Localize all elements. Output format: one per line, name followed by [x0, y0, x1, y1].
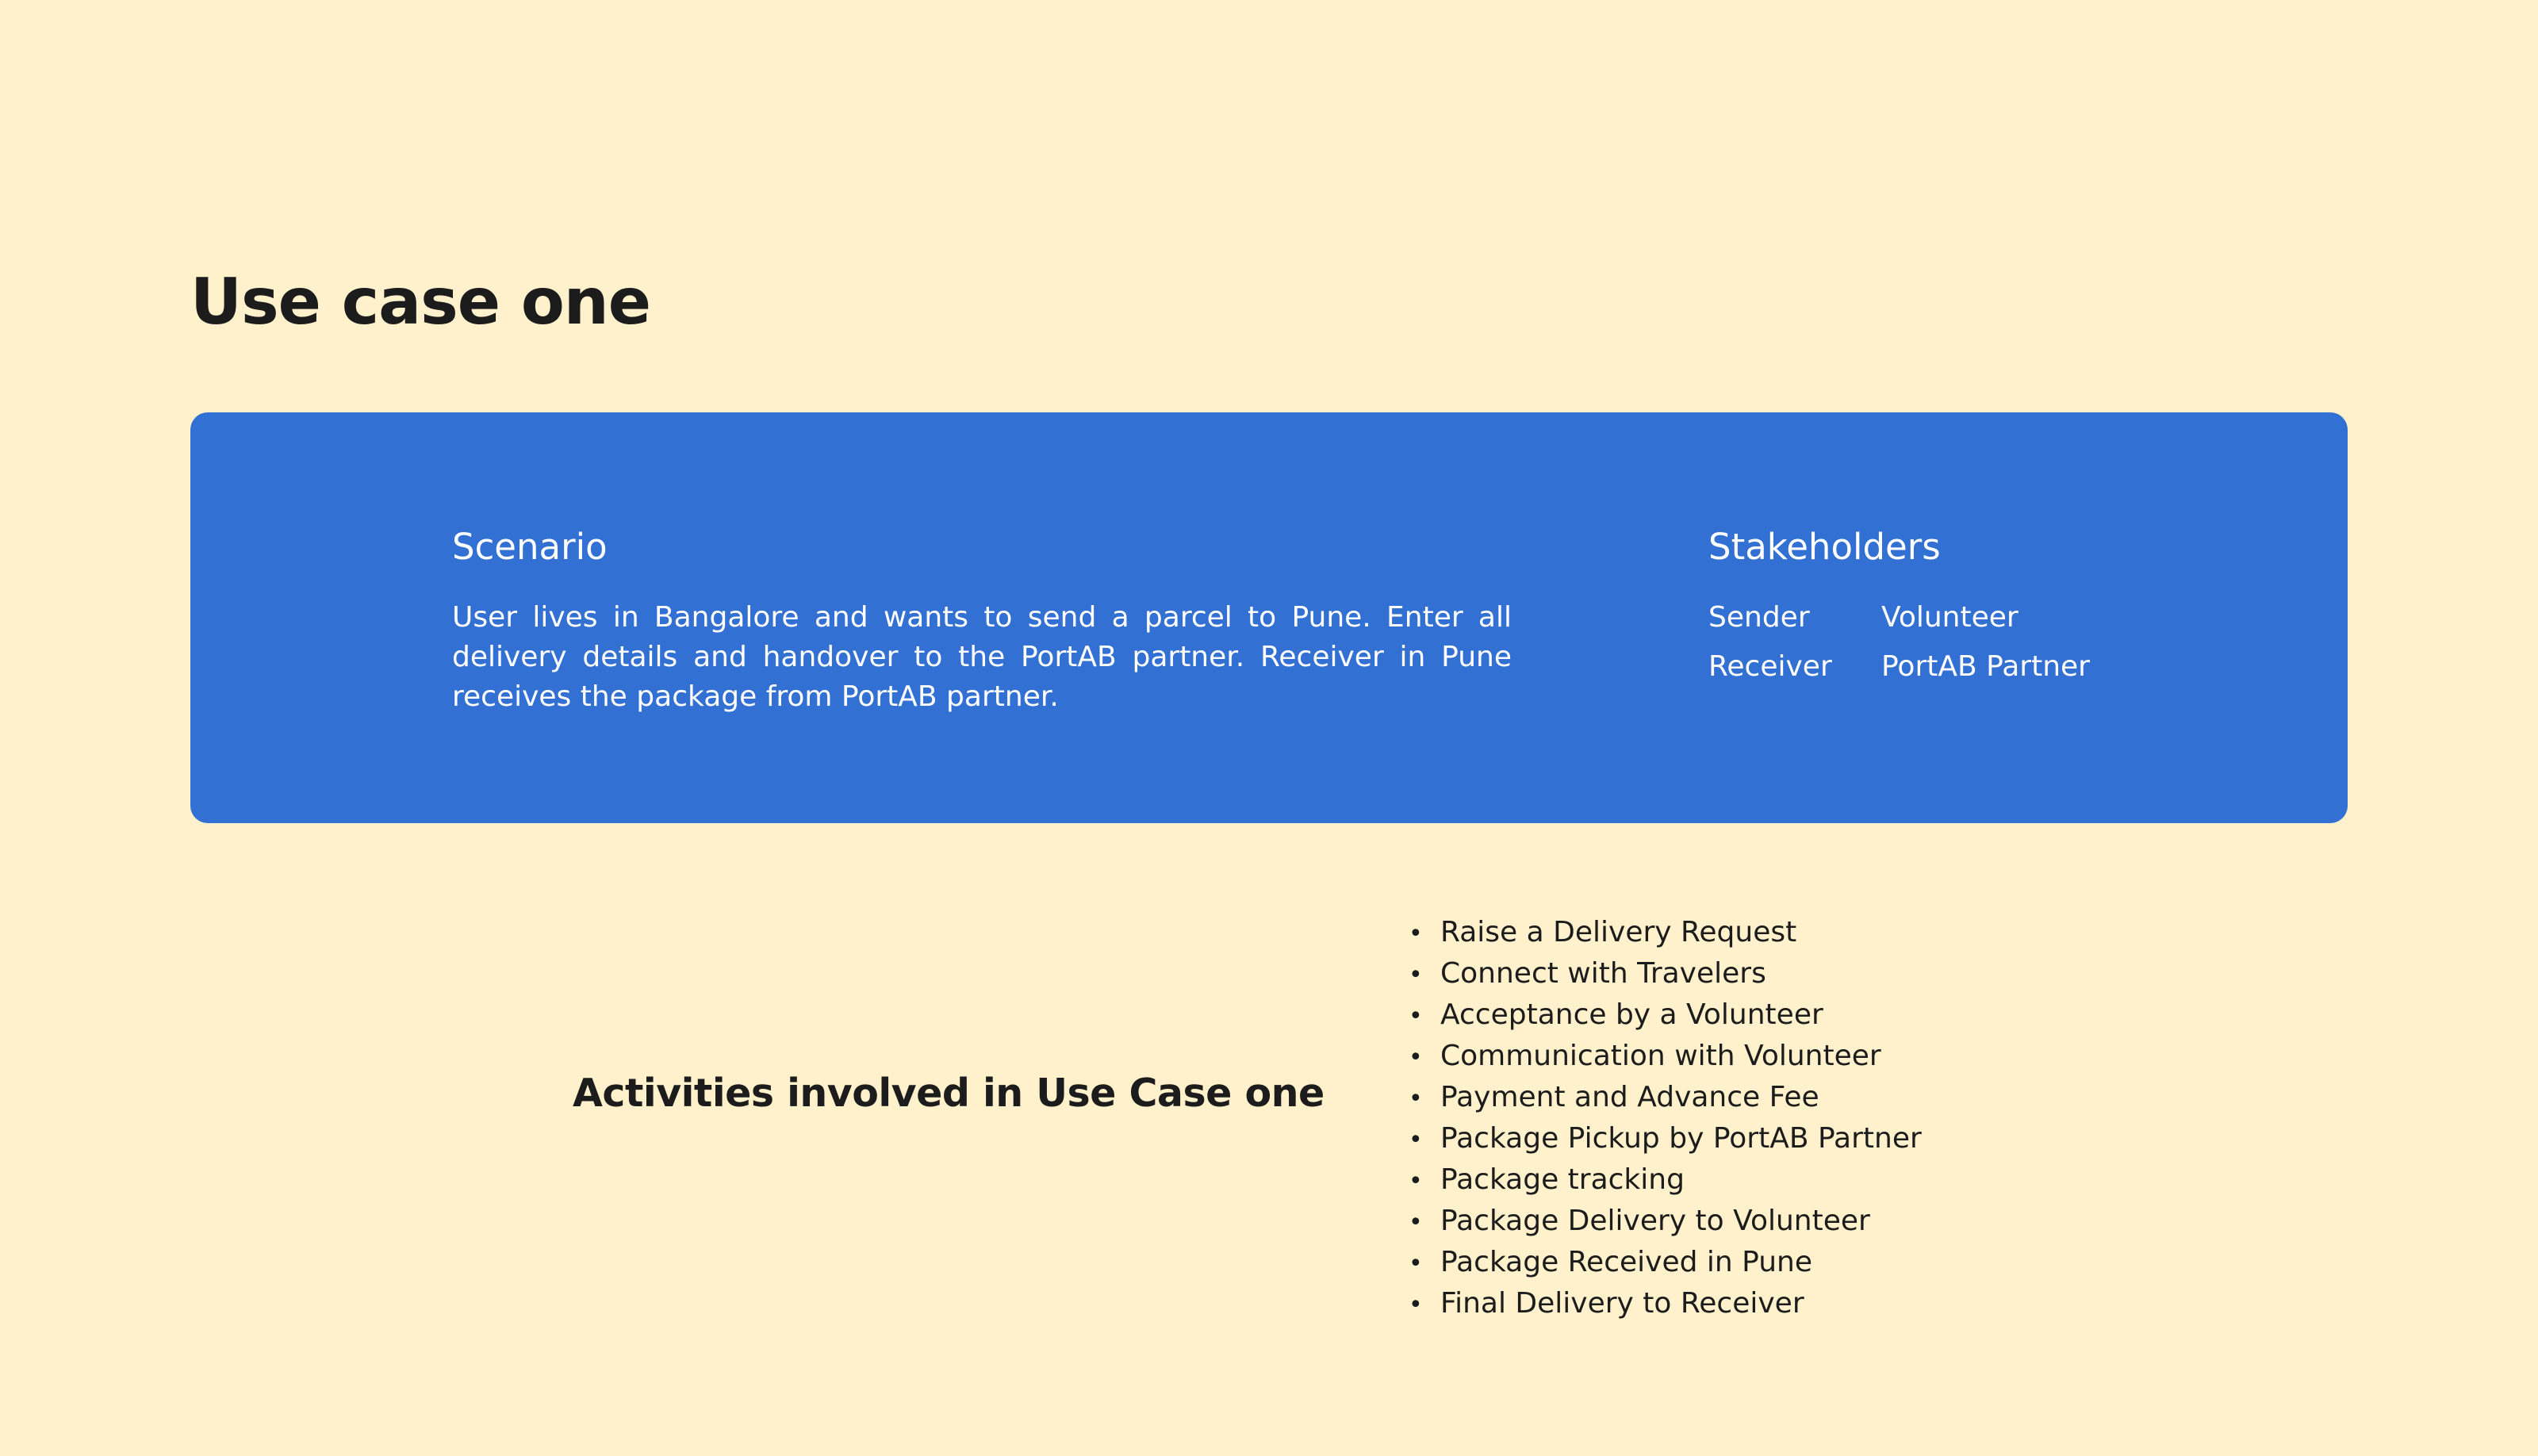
- bullet-icon: •: [1409, 1209, 1423, 1236]
- activity-label: Payment and Advance Fee: [1440, 1081, 1819, 1113]
- activity-item: [1409, 1284, 1922, 1325]
- stakeholder-volunteer: Volunteer: [1881, 601, 2019, 634]
- bullet-icon: •: [1409, 961, 1423, 989]
- activity-label: Package tracking: [1440, 1163, 1685, 1196]
- activity-label: Raise a Delivery Request: [1440, 916, 1797, 948]
- bullet-icon: •: [1409, 1002, 1423, 1030]
- activity-label: Package Received in Pune: [1440, 1246, 1813, 1278]
- bullet-icon: •: [1409, 1250, 1423, 1278]
- activity-item: [1409, 1201, 1922, 1243]
- bullet-icon: •: [1409, 1044, 1423, 1071]
- activities-list: [1409, 913, 1922, 1325]
- activity-item: [1409, 1119, 1922, 1160]
- scenario-card: [190, 412, 2348, 823]
- scenario-section: [452, 523, 1512, 717]
- stakeholder-sender: Sender: [1708, 601, 1810, 634]
- scenario-heading: Scenario: [452, 526, 608, 568]
- stakeholders-section: [1708, 523, 2216, 687]
- activity-label: Acceptance by a Volunteer: [1440, 998, 1823, 1031]
- activity-item: [1409, 995, 1922, 1036]
- activities-heading: Activities involved in Use Case one: [573, 1071, 1325, 1116]
- stakeholder-receiver: Receiver: [1708, 650, 1832, 683]
- activity-label: Connect with Travelers: [1440, 957, 1766, 990]
- page-title: Use case one: [190, 265, 650, 339]
- bullet-icon: •: [1409, 1085, 1423, 1113]
- activity-item: [1409, 913, 1922, 954]
- activity-item: [1409, 1160, 1922, 1201]
- scenario-text: User lives in Bangalore and wants to send a parcel to Pune. Enter all delivery details and handover to the PortAB partner. Receiver in Pune receives the package from PortAB partner.: [452, 601, 1512, 713]
- activity-label: Communication with Volunteer: [1440, 1040, 1881, 1072]
- activity-item: [1409, 1243, 1922, 1284]
- stakeholder-portab-partner: PortAB Partner: [1881, 650, 2090, 683]
- bullet-icon: •: [1409, 920, 1423, 948]
- activity-item: [1409, 954, 1922, 995]
- activity-label: Package Delivery to Volunteer: [1440, 1205, 1870, 1237]
- activity-item: [1409, 1078, 1922, 1119]
- activity-item: [1409, 1036, 1922, 1078]
- activity-label: Final Delivery to Receiver: [1440, 1287, 1804, 1320]
- stakeholders-heading: Stakeholders: [1708, 526, 1941, 568]
- bullet-icon: •: [1409, 1126, 1423, 1154]
- activity-label: Package Pickup by PortAB Partner: [1440, 1122, 1922, 1155]
- stakeholder-grid: [1708, 598, 2216, 687]
- bullet-icon: •: [1409, 1167, 1423, 1195]
- bullet-icon: •: [1409, 1291, 1423, 1319]
